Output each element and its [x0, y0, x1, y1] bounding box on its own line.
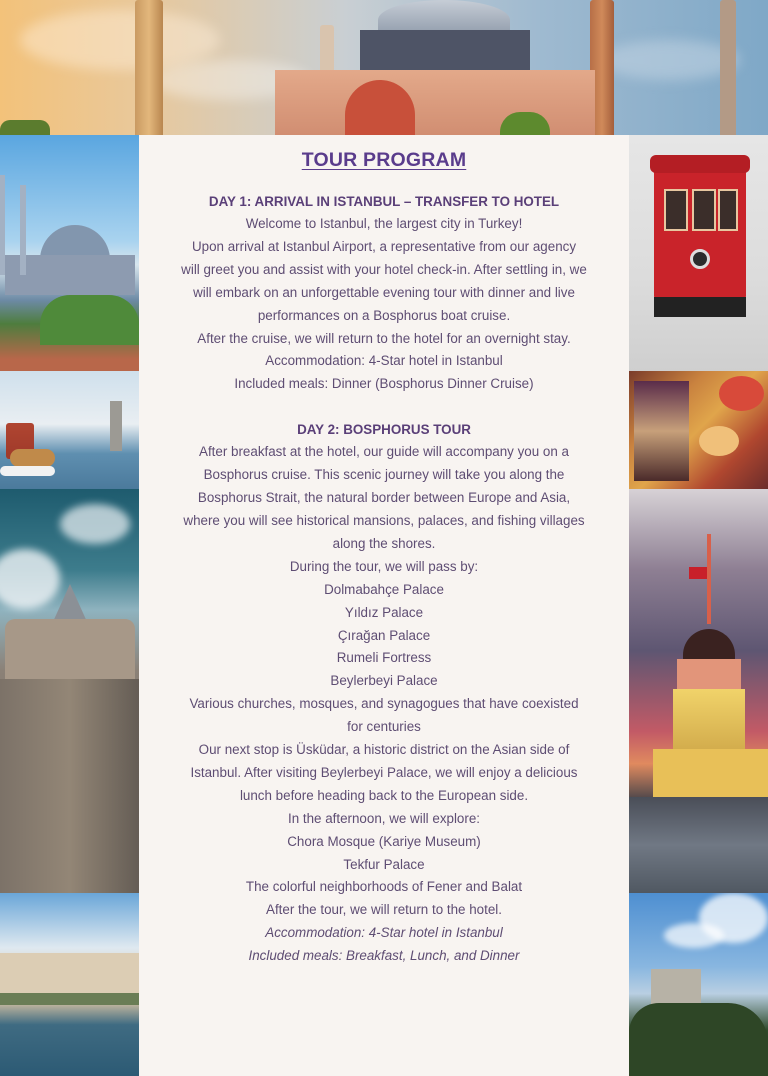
- tour-program-panel: [139, 135, 629, 1076]
- day-1-line: Welcome to Istanbul, the largest city in Turkey!: [245, 216, 523, 231]
- page-title: TOUR PROGRAM: [301, 149, 467, 171]
- day-1-meals: Included meals: Dinner (Bosphorus Dinner Cruise): [234, 376, 534, 392]
- day-2-line: where you will see historical mansions, palaces, and fishing villages: [183, 512, 585, 528]
- sight-item: Various churches, mosques, and synagogues that have coexisted: [189, 696, 579, 712]
- day-2-line: Istanbul. After visiting Beylerbeyi Palace, we will enjoy a delicious: [190, 764, 578, 780]
- day-1-line: will embark on an unforgettable evening tour with dinner and live: [193, 284, 575, 300]
- day-2-line: After breakfast at the hotel, our guide will accompany you on a: [199, 444, 569, 460]
- sight-item: Çırağan Palace: [337, 627, 431, 643]
- day-1-line: After the cruise, we will return to the hotel for an overnight stay.: [197, 330, 571, 346]
- day-1-line: Upon arrival at Istanbul Airport, a representative from our agency: [191, 238, 577, 254]
- grand-bazaar-lamps-photo: [629, 371, 768, 489]
- maidens-tower-tea-photo: [0, 371, 139, 489]
- day-2-accommodation: Accommodation: 4-Star hotel in Istanbul: [265, 925, 503, 941]
- day-1-section: [139, 190, 629, 396]
- day-2-line: In the afternoon, we will explore:: [287, 810, 481, 826]
- explore-item: Chora Mosque (Kariye Museum): [287, 833, 481, 849]
- sight-item: for centuries: [347, 719, 421, 735]
- day-2-line: along the shores.: [332, 535, 436, 551]
- day-1-line: performances on a Bosphorus boat cruise.: [257, 307, 511, 323]
- hagia-sophia-photo: [0, 0, 768, 135]
- day-1-accommodation: Accommodation: 4-Star hotel in Istanbul: [265, 353, 503, 369]
- day-2-line: Our next stop is Üsküdar, a historic district on the Asian side of: [198, 742, 570, 758]
- day-2-line: lunch before heading back to the European side.: [239, 787, 529, 803]
- day-2-heading: DAY 2: BOSPHORUS TOUR: [297, 422, 471, 438]
- spacer: [139, 396, 629, 418]
- ciragan-palace-photo: [0, 893, 139, 1076]
- istiklal-tram-photo: [629, 135, 768, 371]
- day-2-line: After the tour, we will return to the hotel.: [266, 902, 502, 918]
- day-2-line: Bosphorus Strait, the natural border between Europe and Asia,: [197, 490, 571, 506]
- blue-mosque-photo: [0, 135, 139, 371]
- day-2-line: During the tour, we will pass by:: [289, 558, 479, 574]
- sight-item: Dolmabahçe Palace: [324, 581, 444, 597]
- day-2-section: [139, 418, 629, 968]
- explore-item: The colorful neighborhoods of Fener and Balat: [245, 879, 523, 895]
- explore-item: Tekfur Palace: [343, 856, 425, 872]
- day-2-line: Bosphorus cruise. This scenic journey will take you along the: [203, 467, 565, 483]
- day-2-meals: Included meals: Breakfast, Lunch, and Dinner: [248, 948, 520, 964]
- rumeli-fortress-photo: [629, 893, 768, 1076]
- maidens-tower-night-photo: [629, 489, 768, 893]
- sight-item: Beylerbeyi Palace: [330, 673, 438, 689]
- galata-tower-photo: [0, 489, 139, 893]
- sight-item: Rumeli Fortress: [336, 650, 432, 666]
- day-1-line: will greet you and assist with your hotel check-in. After settling in, we: [181, 261, 587, 277]
- day-1-heading: DAY 1: ARRIVAL IN ISTANBUL – TRANSFER TO HOTEL: [208, 194, 560, 209]
- sight-item: Yıldız Palace: [344, 604, 424, 620]
